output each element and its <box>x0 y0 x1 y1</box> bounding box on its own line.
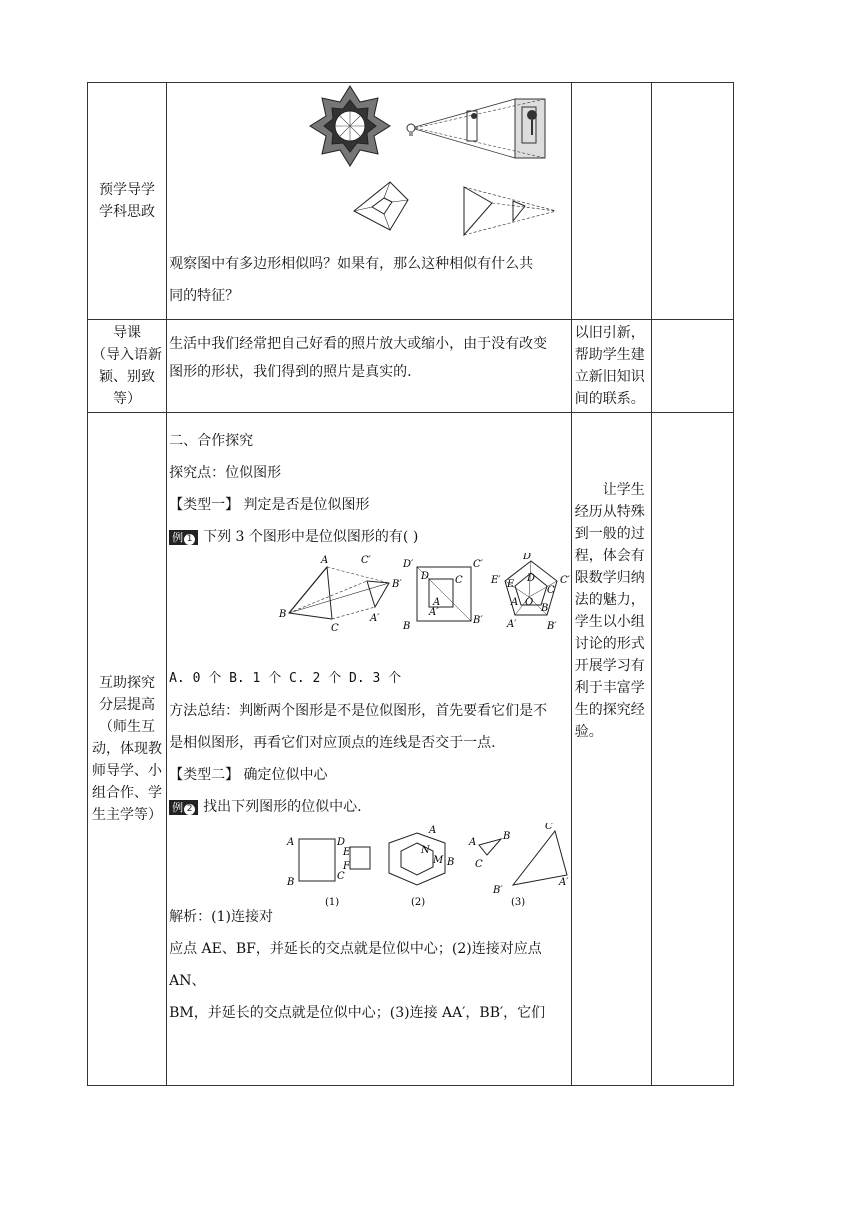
kite-figure <box>354 182 408 230</box>
svg-text:A: A <box>469 837 477 848</box>
label-preview: 预学导学 学科思政 <box>88 83 167 320</box>
svg-text:O: O <box>525 597 534 608</box>
svg-text:(3): (3) <box>511 897 526 908</box>
svg-text:(1): (1) <box>325 897 340 908</box>
content-intro: 生活中我们经常把自己好看的照片放大或缩小，由于没有改变 图形的形状，我们得到的照片是真实的. <box>167 320 572 413</box>
svg-text:A: A <box>321 555 329 566</box>
triangle-perspective-figure <box>464 187 556 235</box>
svg-text:E: E <box>507 579 515 590</box>
svg-text:B: B <box>279 609 287 620</box>
svg-text:C′: C′ <box>473 559 484 570</box>
svg-text:N: N <box>421 845 430 856</box>
svg-text:A: A <box>429 825 437 836</box>
svg-text:(2): (2) <box>411 897 426 908</box>
extra-intro <box>651 320 733 413</box>
ex2-figure-2 <box>389 825 454 908</box>
svg-text:E: E <box>343 847 351 858</box>
star-ornament-figure <box>310 86 390 166</box>
explore-point: 探究点：位似图形 <box>169 465 282 481</box>
example1-figures <box>167 553 571 663</box>
svg-text:D′: D′ <box>523 553 534 562</box>
method-summary: 方法总结：判断两个图形是不是位似图形，首先要看它们是不 是相似图形，再看它们对应顶点的连线是否交于一点. <box>169 703 548 751</box>
section-heading: 二、合作探究 <box>169 433 254 449</box>
extra-explore <box>651 413 733 1086</box>
projection-figure <box>407 99 545 158</box>
note-intro: 以旧引新， 帮助学生建 立新旧知识 间的联系。 <box>571 320 651 413</box>
svg-text:B: B <box>541 603 549 614</box>
svg-text:C: C <box>331 623 339 634</box>
svg-text:A: A <box>287 837 295 848</box>
type1-heading: 【类型一】 判定是否是位似图形 <box>169 497 370 513</box>
ex1-figure-c <box>490 553 571 632</box>
ex2-figure-1 <box>286 837 370 908</box>
content-preview <box>167 83 572 320</box>
svg-text:D: D <box>527 573 536 584</box>
row-preview <box>88 83 734 320</box>
preview-question: 观察图中有多边形相似吗？如果有，那么这种相似有什么共 同的特征？ <box>169 256 534 304</box>
ex1-figure-a <box>278 555 402 634</box>
svg-text:C: C <box>455 575 463 586</box>
svg-text:B′: B′ <box>493 885 503 896</box>
svg-text:C: C <box>337 871 345 882</box>
svg-text:B: B <box>503 831 511 842</box>
note-explore: 让学生 经历从特殊 到一般的过 程，体会有 限数学归纳 法的魅力， 学生以小组 讨论的形式 开展学习有 利于丰富学 生的探究经 验。 <box>571 413 651 1086</box>
svg-text:A′: A′ <box>429 607 439 618</box>
note-preview <box>571 83 651 320</box>
svg-text:A: A <box>511 597 519 608</box>
svg-text:D′: D′ <box>403 559 414 570</box>
svg-text:F: F <box>343 861 351 872</box>
svg-text:C′: C′ <box>560 575 571 586</box>
content-explore <box>167 413 572 1086</box>
svg-text:D: D <box>421 571 430 582</box>
example2: 例 2 找出下列图形的位似中心. <box>169 791 569 823</box>
analysis: 解析：(1)连接对 应点 AE、BF，并延长的交点就是位似中心；(2)连接对应点 AN、 BM，并延长的交点就是位似中心；(3)连接 AA′，BB′，它们 <box>169 909 546 1021</box>
svg-text:B′: B′ <box>473 615 483 626</box>
svg-text:A: A <box>433 597 441 608</box>
example-badge: 例 1 <box>169 530 198 545</box>
lesson-table <box>87 82 734 1086</box>
svg-text:B: B <box>447 857 455 868</box>
example-badge: 例 2 <box>169 800 198 815</box>
ex1-figure-b <box>402 559 484 632</box>
svg-text:C′: C′ <box>545 823 556 832</box>
svg-text:C: C <box>547 585 555 596</box>
svg-text:C: C <box>475 859 483 870</box>
example1: 例 1 下列 3 个图形中是位似图形的有( ) <box>169 521 569 553</box>
svg-text:B′: B′ <box>547 621 557 632</box>
svg-text:A′: A′ <box>507 619 517 630</box>
svg-text:B: B <box>287 877 295 888</box>
svg-text:D: D <box>337 837 346 848</box>
extra-preview <box>651 83 733 320</box>
svg-text:A′: A′ <box>559 877 569 888</box>
preview-figures <box>167 83 571 248</box>
svg-text:C′: C′ <box>361 555 372 566</box>
svg-text:A′: A′ <box>370 613 380 624</box>
example1-choices: A. 0 个 B. 1 个 C. 2 个 D. 3 个 <box>169 671 402 686</box>
label-explore: 互助探究 分层提高 （师生互 动，体现教 师导学、小 组合作、学 生主学等） <box>88 413 167 1086</box>
svg-text:M: M <box>433 855 444 866</box>
label-intro: 导课 （导入语新 颖、别致等） <box>88 320 167 413</box>
svg-text:B′: B′ <box>392 579 402 590</box>
svg-text:E′: E′ <box>491 575 501 586</box>
ex2-figure-3 <box>468 823 569 908</box>
row-explore <box>88 413 734 1086</box>
svg-text:B: B <box>403 621 411 632</box>
type2-heading: 【类型二】 确定位似中心 <box>169 767 328 783</box>
row-intro <box>88 320 734 413</box>
